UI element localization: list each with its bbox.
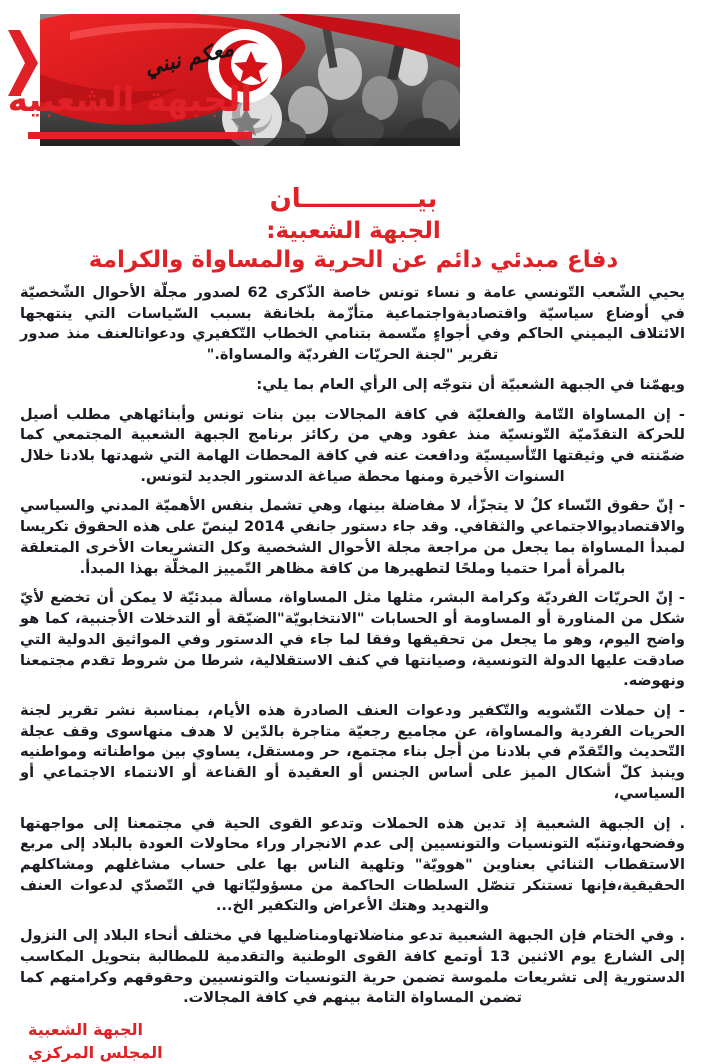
signature-organization: الجبهة الشعبية: [28, 1020, 143, 1039]
statement-paragraph: - إنّ الحريّات الفرديّة وكرامة البشر، مثلها مثل المساواة، مسألة مبدئيّة لا يمكن أن تخضع لأيّ شكل من المناورة أو المساومة أو الحسابات "الانتخابويّة"الضيّقة أو التدخلات الأجنبية، كما هو واضح اليوم، وهو ما يجعل من تحقيقها وفقا لما جاء في الدستور وفي المواثيق الدولية التي صادقت عليها الدولة التونسية، وصيانتها في كنف الاستقلالية، شرطا من شروط تقدم مجتمعنا ونهوضه.: [20, 589, 685, 690]
signature-council: المجلس المركزي: [28, 1043, 163, 1063]
popular-front-logo: [8, 20, 252, 150]
header: [0, 0, 707, 158]
statement-paragraph: - إن حملات التّشويه والتّكفير ودعوات العنف الصادرة هذه الأيام، بمناسبة نشر تقرير لجنة الحريات الفردية والمساواة، عن مجاميع رجعيّة متاجرة بالدّين لا هدف منهاسوى وقف عجلة التّحديث والتّقدّم في بلادنا من أجل بناء مجتمع، حر ومستقل، يساوي بين مواطناته ومواطنيه وينبذ كلّ أشكال الميز على أساس الجنس أو العقيدة أو القناعة أو الانتماء الاجتماعي أو السياسي،: [20, 701, 685, 802]
statement-title-block: [0, 184, 707, 273]
logo-tagline: معكم نبني: [142, 36, 236, 80]
logo-title: الجبهة الشعبية: [7, 80, 252, 120]
statement-paragraph: - إن المساواة التّامة والفعليّة في كافة المجالات بين بنات تونس وأبنائهاهي مطلب أصيل للحركة التقدّميّة التّونسيّة منذ عقود وهي من ركائز برنامج الجبهة الشعبية المجتمعي كما ضمّنته في وثيقتها التّأسيسيّة ودافعت عنه في كافة المحطات الهامة التي شهدتها بلادنا خلال السنوات الأخيرة ومنها محطة صياغة الدستور الجديد لتونس.: [20, 405, 685, 485]
statement-paragraph: - إنّ حقوق النّساء كلٌ لا يتجزّأ، لا مفاضلة بينها، وهي تشمل بنفس الأهميّة المدني والسياسي والاقتصاديوالاجتماعي والثقافي. وقد جاء دستور جانفي 2014 لينصّ على هذه الحقوق تكريسا لمبدأ المساواة بما يجعل من مراجعة مجلة الأحوال الشخصية وكل التشريعات الأخرى المتعلقة بالمرأة أمرا حتميا وملحًا لتطهيرها من كافة مظاهر التّمييز المخلّة بهذا المبدأ.: [20, 497, 685, 577]
organization-name: الجبهة الشعبية:: [266, 218, 441, 244]
statement-paragraph: . إن الجبهة الشعبية إذ تدين هذه الحملات وتدعو القوى الحية في مجتمعنا إلى مواجهتها وفضحها،وتنبّه التونسيات والتونسيين إلى عدم الانجرار وراء محاولات العودة بالبلاد إلى مربع الاستقطاب الثنائي بعناوين "هوويّة" وتلهية الناس بها على حساب مشاغلهم ومشاكلهم الحقيقية،فإنها تستنكر تنصّل السلطات الحاكمة من مسؤوليّاتها في التّصدّي لدعوات العنف والتهديد وهتك الأعراض والتكفير الخ...: [20, 814, 685, 915]
statement-word: بيـــــــــــــان: [269, 184, 438, 214]
statement-paragraph: . وفي الختام فإن الجبهة الشعبية تدعو مناضلاتهاومناضليها في مختلف أنحاء البلاد إلى النزول إلى الشارع يوم الاثنين 13 أوتمع كافة القوى الوطنية والتقدمية للمطالبة بتحويل المكاسب الدستورية إلى تشريعات ملموسة تضمن حرية التونسيات والتونسيين وحقوقهم وكرامتهم كما تضمن المساواة التامة بينهم في كافة المجالات.: [20, 927, 685, 1007]
statement-subtitle: دفاع مبدئي دائم عن الحرية والمساواة والكرامة: [88, 247, 619, 273]
statement-body: [20, 283, 685, 1009]
statement-intro-line: ويهمّنا في الجبهة الشعبيّة أن نتوجّه إلى الرأي العام بما يلي:: [256, 375, 685, 393]
logo-underline: [28, 132, 252, 139]
signature-block: [0, 1018, 707, 1064]
statement-paragraph: يحيي الشّعب التّونسي عامة و نساء تونس خاصة الذّكرى 62 لصدور مجلّة الأحوال الشّخصيّة في أوضاع سياسيّة واقتصاديةواجتماعية متأزّمة بلخانقة بسبب السّياسات التي ينتهجها الائتلاف اليميني الحاكم وفي أجواءٍ متّسمة بتنامي الخطاب التّكفيري ودعواتالعنف منذ صدور تقرير "لجنة الحريّات الفرديّة والمساواة.": [20, 284, 685, 364]
